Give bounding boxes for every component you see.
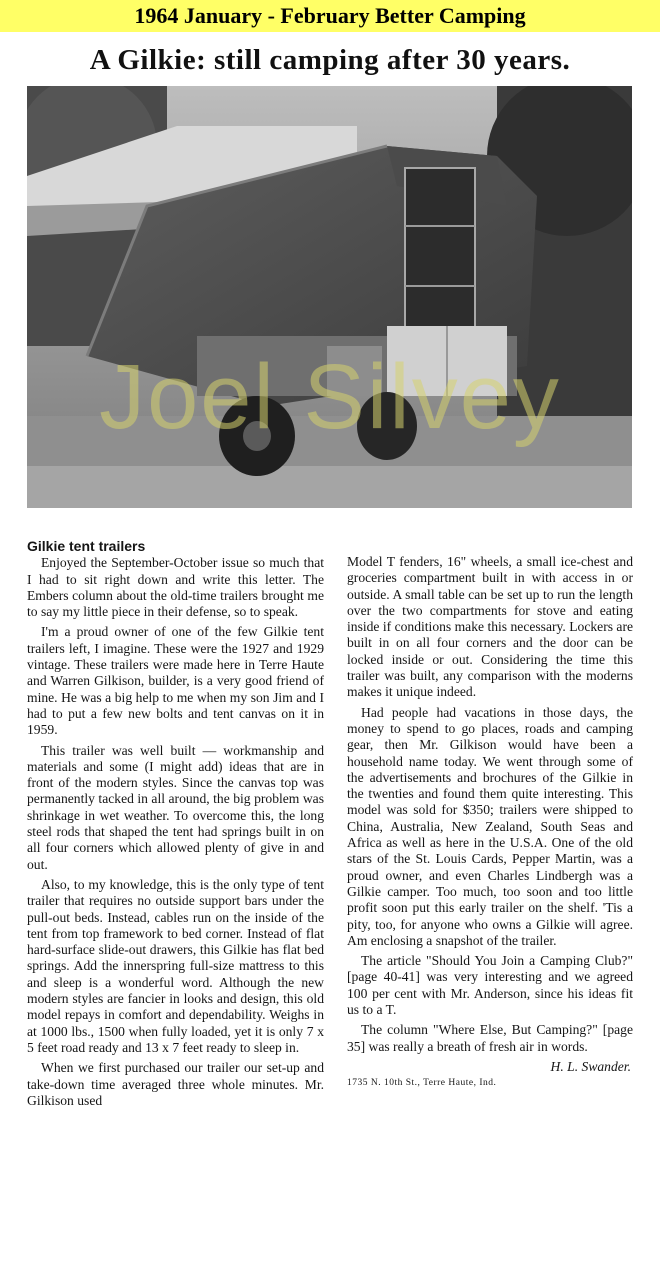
paragraph: The article "Should You Join a Camping Club?" [page 40-41] was very interesting and we agreed 100 per cent with Mr. Anderson, since his ideas fit us to a T. — [347, 953, 633, 1018]
article-headline: A Gilkie: still camping after 30 years. — [89, 44, 571, 76]
watermark-text: Joel Silvey — [99, 346, 561, 448]
paragraph: I'm a proud owner of one of the few Gilkie tent trailers left, I imagine. These were the 1927 and 1929 vintage. These trailers were made here in Terre Haute and Warren Gilkison, builder, is a very good friend of mine. He was a big help to me when my son Jim and I had to put a few new bolts and tent canvas on it in 1959. — [27, 624, 324, 738]
author-address: 1735 N. 10th St., Terre Haute, Ind. — [347, 1078, 497, 1089]
paragraph: The column "Where Else, But Camping?" [page 35] was really a breath of fresh air in words. — [347, 1022, 633, 1054]
author-signature: H. L. Swander. — [550, 1058, 631, 1074]
paragraph: Enjoyed the September-October issue so much that I had to sit right down and write this letter. The Embers column about the old-time trailers brought me to say my little piece in their defense, so to speak. — [27, 555, 324, 620]
section-title: Gilkie tent trailers — [27, 538, 146, 554]
paragraph: This trailer was well built — workmanship and materials and some (I might add) ideas that are in front of the modern styles. Since the canvas top was permanently tacked in all around, the big problem was shrinkage in wet weather. To overcome this, the long steel rods that shaped the tent had springs built in on all four corners which allowed plenty of give in and out. — [27, 742, 324, 872]
paragraph: Had people had vacations in those days, the money to spend to go places, roads and camping gear, then Mr. Gilkison would have been a household name today. We went through some of the advertisements and brochures of the Gilkie in the twenties and found them quite interesting. This model was sold for $350; trailers were shipped to China, Australia, New Zealand, South Seas and Africa as well as here in the U.S.A. One of the old stars of the St. Louis Cards, Pepper Martin, was a proud owner, and even Charles Lindbergh was a Gilkie camper. Too much, too soon and too little profit soon put this early trailer on the shelf. 'Tis a pity, too, for anyone who owns a Gilkie will agree. Am enclosing a snapshot of the trailer. — [347, 704, 633, 948]
photo-illustration — [27, 86, 632, 508]
article-left-column — [27, 538, 324, 1113]
paragraph: When we first purchased our trailer our set-up and take-down time averaged three whole minutes. Mr. Gilkison used — [27, 1060, 324, 1108]
tent-trailer-photo — [27, 86, 632, 508]
article-right-column — [347, 554, 633, 1092]
paragraph: Also, to my knowledge, this is the only type of tent trailer that requires no outside support bars under the pull-out beds. Instead, cables run on the inside of the tent from top framework to bed corner. Instead of flat hard-surface slide-out drawers, this Gilkie has flat bed springs. Add the innerspring full-size mattress to this and sleep is a wonderful word. Although the new modern styles are fancier in looks and design, this old model repays in comfort and dependability. Weighs in at 1000 lbs., 1500 when fully loaded, yet it is only 7 x 5 feet road ready and 13 x 7 feet ready to sleep in. — [27, 876, 324, 1055]
banner-title: 1964 January - February Better Camping — [0, 0, 660, 32]
paragraph-continued: Model T fenders, 16" wheels, a small ice-chest and groceries compartment built in with access in or outside. A small table can be set up to run the length over the two compartments for stove and eating inside if conditions make this necessary. Lockers are built in on all four corners and the door can be locked inside or out. Considering the time this trailer was built, any comparison with the moderns makes it unique indeed. — [347, 554, 634, 700]
